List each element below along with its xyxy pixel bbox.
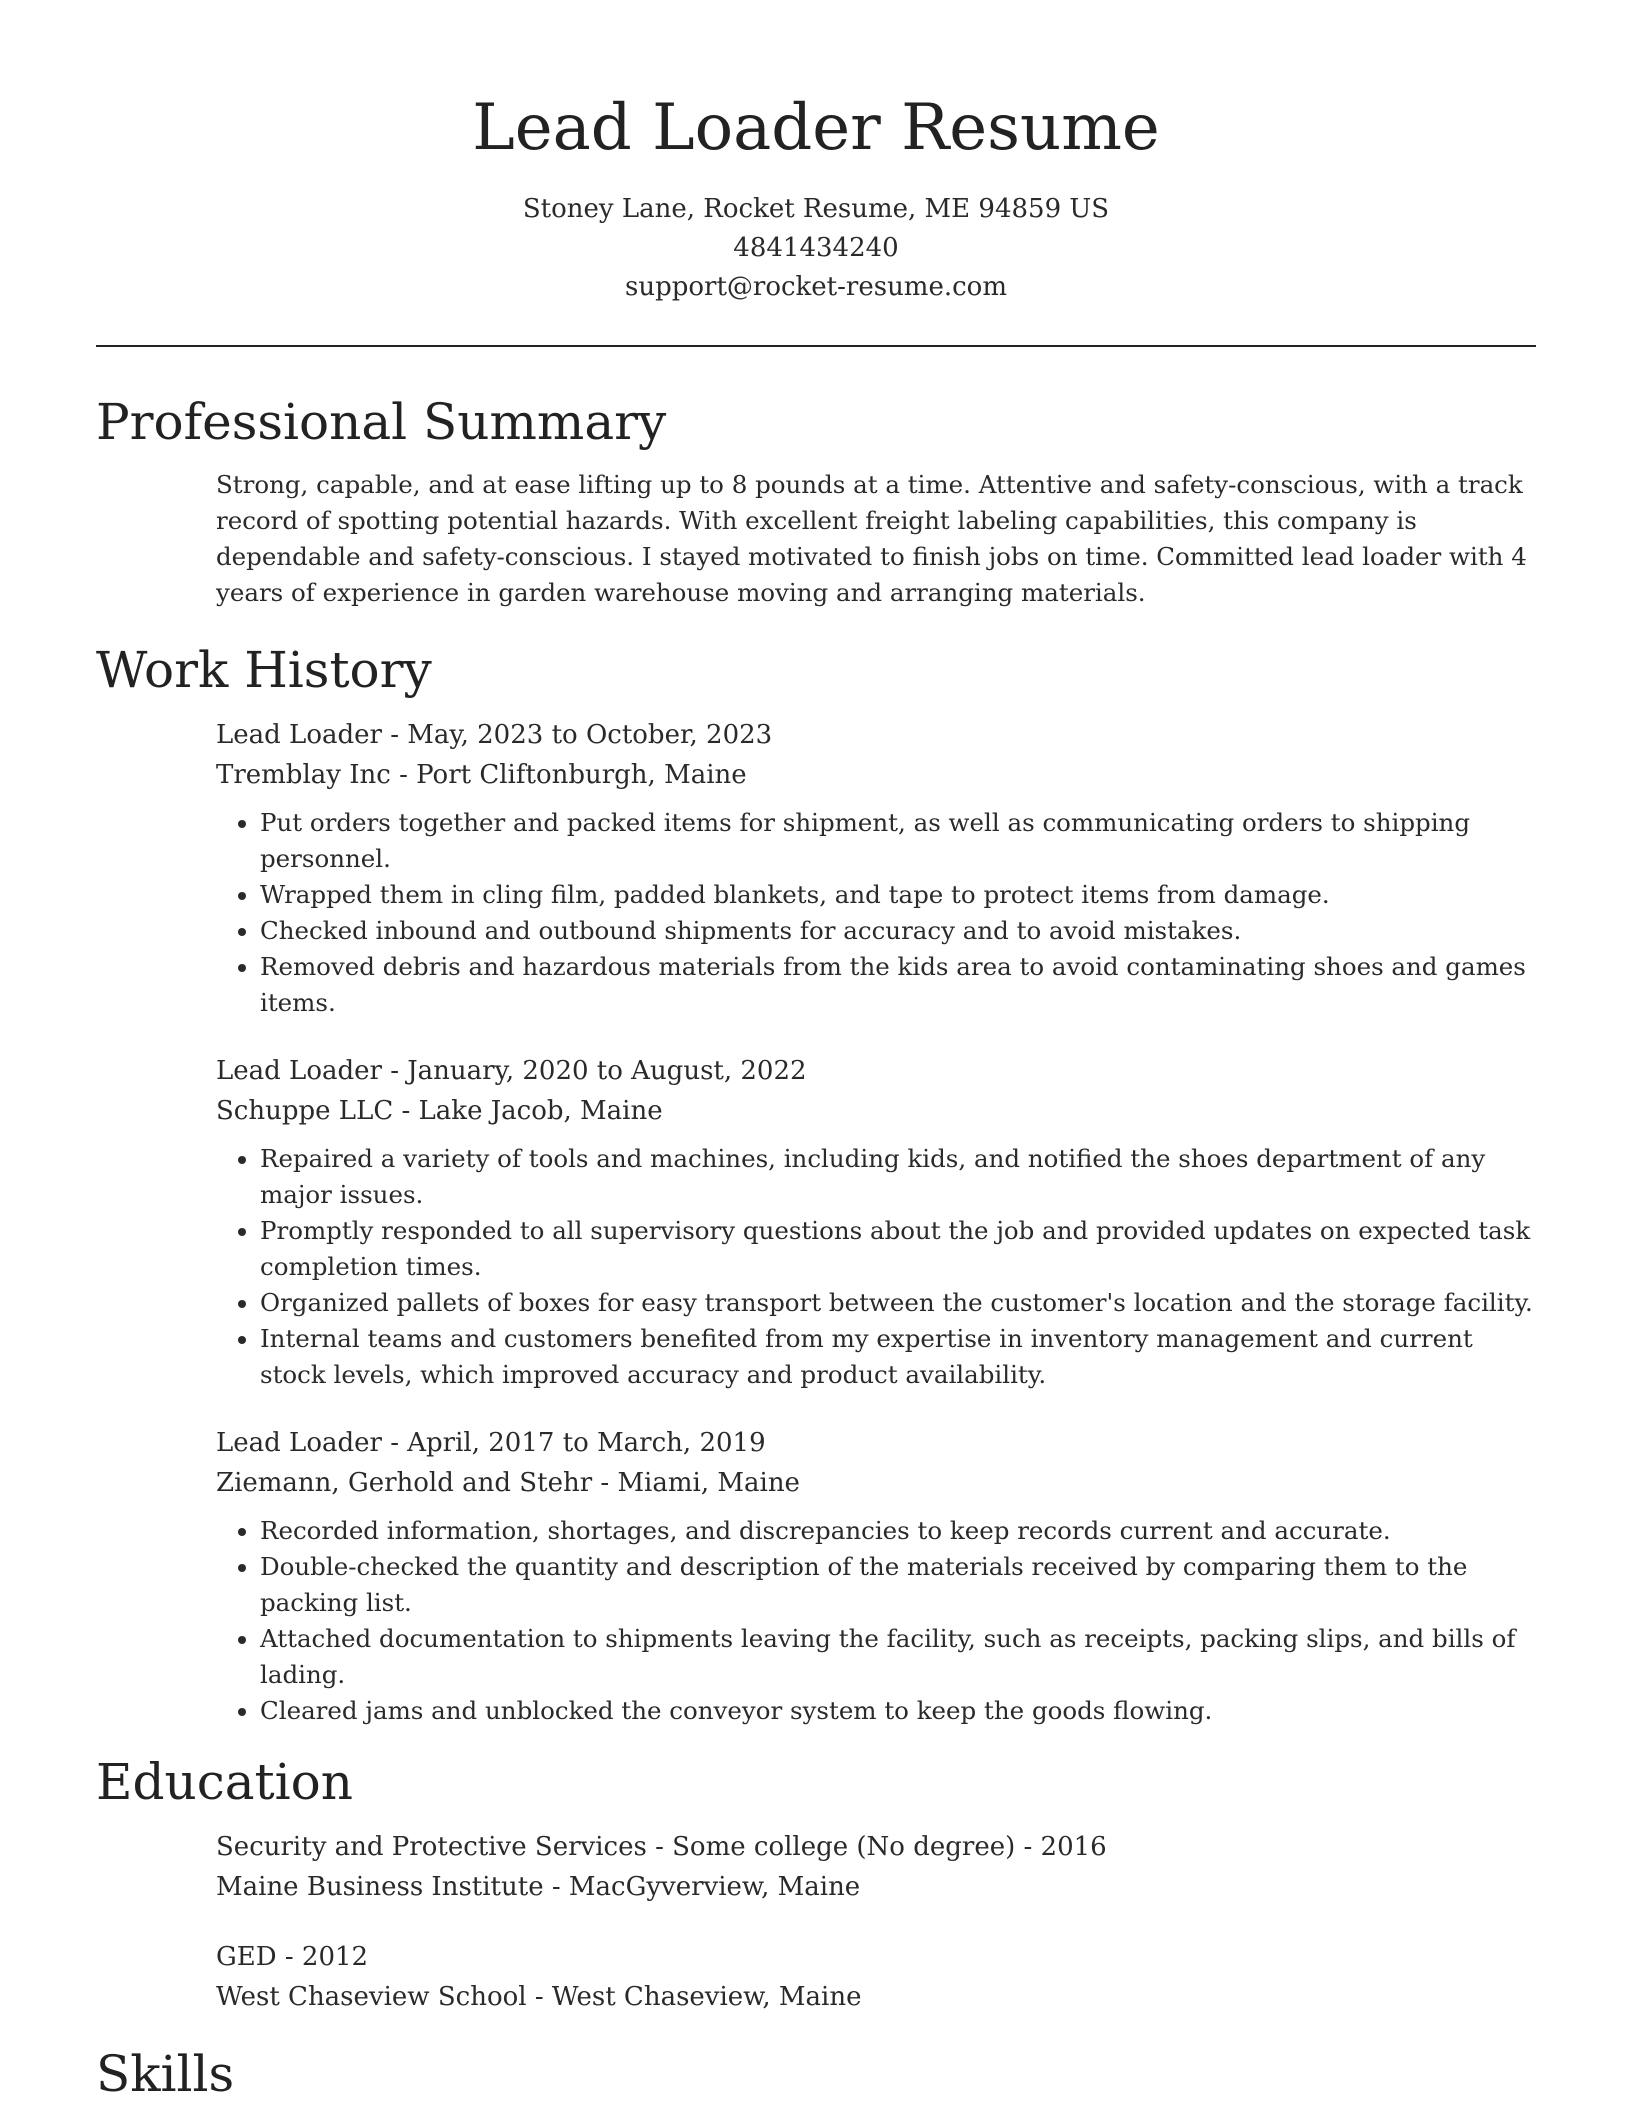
education-entry (216, 1827, 1536, 1907)
job-bullets (216, 1141, 1536, 1393)
education-list (96, 1827, 1536, 2017)
education-degree-line: Security and Protective Services - Some college (No degree) - 2016 (216, 1832, 1107, 1862)
resume-page (96, 0, 1536, 2107)
education-degree-line: GED - 2012 (216, 1942, 369, 1972)
job-bullet: • Wrapped them in cling film, padded blankets, and tape to protect items from damage. (260, 877, 1536, 913)
work-history-section (96, 637, 1536, 1729)
job-company-line: Ziemann, Gerhold and Stehr - Miami, Maine (216, 1468, 800, 1498)
education-school-line: Maine Business Institute - MacGyverview, Maine (216, 1872, 861, 1902)
job-bullet: • Organized pallets of boxes for easy transport between the customer's location and the storage facility. (260, 1285, 1536, 1321)
job-entry (216, 715, 1536, 1021)
job-bullet: • Promptly responded to all supervisory questions about the job and provided updates on expected task completion times. (260, 1213, 1536, 1285)
education-heading: Education (96, 1753, 353, 1811)
education-school-line: West Chaseview School - West Chaseview, Maine (216, 1982, 862, 2012)
job-company-line: Tremblay Inc - Port Cliftonburgh, Maine (216, 760, 747, 790)
job-title-line: Lead Loader - May, 2023 to October, 2023 (216, 720, 773, 750)
job-bullet: • Attached documentation to shipments leaving the facility, such as receipts, packing slips, and bills of lading. (260, 1621, 1536, 1693)
job-list (96, 715, 1536, 1729)
job-bullet: • Put orders together and packed items for shipment, as well as communicating orders to shipping personnel. (260, 805, 1536, 877)
header-divider (96, 345, 1536, 347)
job-entry (216, 1423, 1536, 1729)
job-bullet: • Checked inbound and outbound shipments for accuracy and to avoid mistakes. (260, 913, 1536, 949)
summary-heading: Professional Summary (96, 393, 667, 451)
work-history-heading: Work History (96, 641, 432, 699)
job-title-line: Lead Loader - April, 2017 to March, 2019 (216, 1428, 766, 1458)
contact-address: Stoney Lane, Rocket Resume, ME 94859 US (522, 194, 1110, 224)
job-bullet: • Recorded information, shortages, and discrepancies to keep records current and accurate. (260, 1513, 1536, 1549)
job-bullet: • Cleared jams and unblocked the conveyor system to keep the goods flowing. (260, 1693, 1536, 1729)
job-bullets (216, 805, 1536, 1021)
contact-block (96, 190, 1536, 307)
job-bullets (216, 1513, 1536, 1729)
education-section (96, 1749, 1536, 2017)
skills-section (96, 2041, 1536, 2107)
contact-email: support@rocket-resume.com (624, 272, 1007, 302)
job-bullet: • Double-checked the quantity and description of the materials received by comparing them to the packing list. (260, 1549, 1536, 1621)
job-bullet: • Repaired a variety of tools and machines, including kids, and notified the shoes department of any major issues. (260, 1141, 1536, 1213)
resume-title: Lead Loader Resume (472, 91, 1160, 165)
job-bullet: • Removed debris and hazardous materials from the kids area to avoid contaminating shoes and games items. (260, 949, 1536, 1021)
job-entry (216, 1051, 1536, 1393)
job-company-line: Schuppe LLC - Lake Jacob, Maine (216, 1096, 663, 1126)
resume-header (96, 0, 1536, 307)
contact-phone: 4841434240 (733, 233, 899, 263)
education-entry (216, 1937, 1536, 2017)
summary-text: Strong, capable, and at ease lifting up to 8 pounds at a time. Attentive and safety-conscious, with a track record of spotting potential hazards. With excellent freight labeling capabilities, this company is dependable and safety-conscious. I stayed motivated to finish jobs on time. Committed lead loader with 4 years of experience in garden warehouse moving and arranging materials. (216, 470, 1527, 607)
skills-heading: Skills (96, 2045, 235, 2103)
job-bullet: • Internal teams and customers benefited from my expertise in inventory management and current stock levels, which improved accuracy and product availability. (260, 1321, 1536, 1393)
job-title-line: Lead Loader - January, 2020 to August, 2022 (216, 1056, 807, 1086)
summary-section (96, 389, 1536, 611)
